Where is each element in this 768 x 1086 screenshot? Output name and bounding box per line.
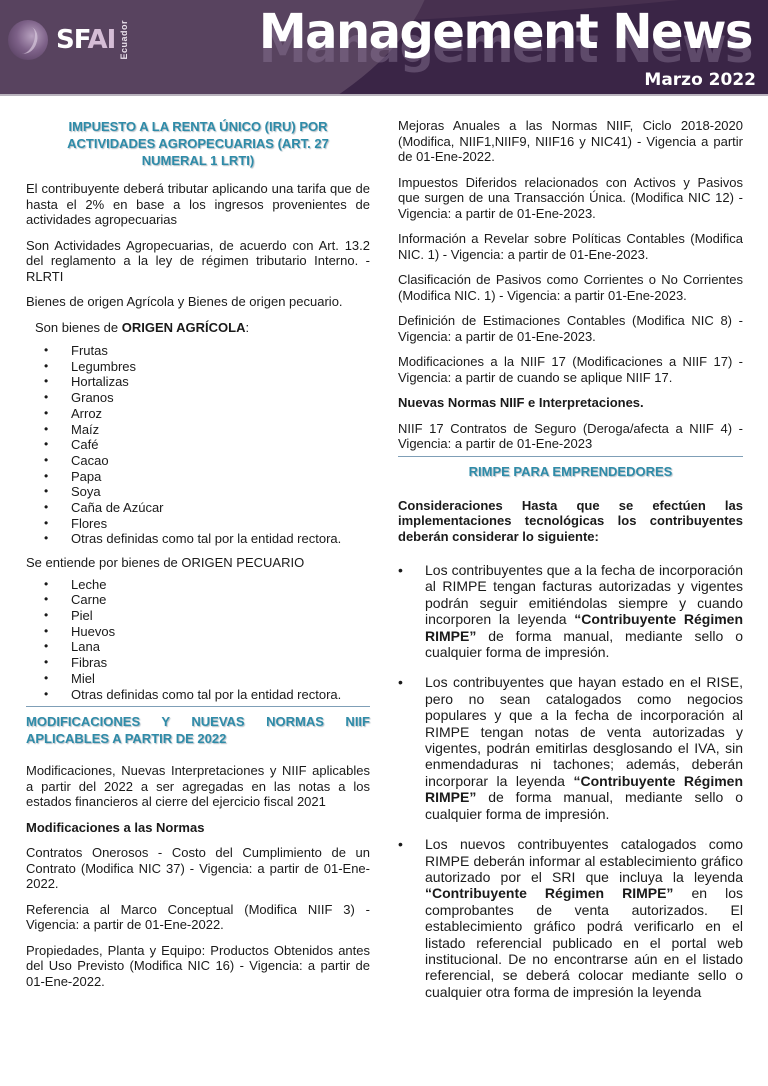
list-item: • Fibras <box>26 655 370 671</box>
niif-item: Definición de Estimaciones Contables (Modifica NIC 8) - Vigencia: a partir de 01-Ene-2023. <box>398 313 743 344</box>
list-item: • Soya <box>26 484 370 500</box>
agri-intro <box>26 320 370 336</box>
agri-intro-end: : <box>245 319 250 335</box>
list-item: • Maíz <box>26 422 370 438</box>
list-item <box>398 836 743 1000</box>
niif-item: Información a Revelar sobre Políticas Contables (Modifica NIC. 1) - Vigencia: a partir de 01-Ene-2023. <box>398 231 743 262</box>
rimpe-text: Los nuevos contribuyentes catalogados como RIMPE deberán informar al establecimiento gráfico autorizado por el SRI que incluya la leyenda <box>425 836 743 885</box>
niif-item: Clasificación de Pasivos como Corrientes o No Corrientes (Modifica NIC. 1) - Vigencia: a partir 01-Ene-2023. <box>398 272 743 303</box>
section-divider <box>398 456 743 457</box>
rimpe-legend: “Contribuyente Régimen RIMPE” <box>425 885 674 902</box>
iru-paragraph: Bienes de origen Agrícola y Bienes de origen pecuario. <box>26 294 343 309</box>
list-item: • Otras definidas como tal por la entidad rectora. <box>26 531 370 547</box>
agri-list <box>26 343 370 547</box>
agri-intro-bold: ORIGEN AGRÍCOLA <box>121 319 246 335</box>
niif-item: Mejoras Anuales a las Normas NIIF, Ciclo 2018-2020 (Modifica, NIIF1,NIIF9, NIIF16 y NIC41) - Vigencia a partir de 01-Ene-2022. <box>398 118 743 164</box>
list-item <box>398 674 743 822</box>
iru-paragraph: Son Actividades Agropecuarias, de acuerdo con Art. 13.2 del reglamento a la ley de régimen tributario Interno. - RLRTI <box>26 237 370 284</box>
list-item: • Leche <box>26 577 370 593</box>
issue-date: Marzo 2022 <box>644 70 756 90</box>
logo-wordmark <box>56 25 115 55</box>
niif-subheading: Modificaciones a las Normas <box>26 819 205 835</box>
rimpe-legend: “Contribuyente Régimen RIMPE” <box>425 611 744 644</box>
list-item: • Legumbres <box>26 359 370 375</box>
niif-item: Referencia al Marco Conceptual (Modifica NIIF 3) - Vigencia: a partir de 01-Ene-2022. <box>26 901 370 933</box>
left-column <box>26 112 370 999</box>
logo-country: Ecuador <box>119 20 130 60</box>
list-item: • Arroz <box>26 406 370 422</box>
list-item: • Otras definidas como tal por la entidad rectora. <box>26 687 370 703</box>
list-item: • Hortalizas <box>26 374 370 390</box>
logo-sf: SF <box>56 25 88 55</box>
niif-item: Impuestos Diferidos relacionados con Activos y Pasivos que surgen de una Transacción Única. (Modifica NIC 12) - Vigencia: a partir de 01-Ene-2023. <box>398 174 743 221</box>
list-item: • Frutas <box>26 343 370 359</box>
niif-item: Modificaciones a la NIIF 17 (Modificaciones a NIIF 17) - Vigencia: a partir de cuando se aplique NIIF 17. <box>398 354 743 385</box>
pecu-intro: Se entiende por bienes de ORIGEN PECUARIO <box>26 555 305 571</box>
niif-item: Contratos Onerosos - Costo del Cumplimiento de un Contrato (Modifica NIC 37) - Vigencia: a partir de 01-Ene-2022. <box>26 845 370 892</box>
list-item: • Carne <box>26 592 370 608</box>
rimpe-text: de forma manual, mediante sello o cualquier forma de impresión. <box>425 789 743 822</box>
list-item: • Miel <box>26 671 370 687</box>
list-item: • Cacao <box>26 453 370 469</box>
list-item: • Café <box>26 437 370 453</box>
rimpe-text: Los contribuyentes que a la fecha de incorporación al RIMPE tengan facturas autorizadas y vigentes podrán seguir emitiéndolas siempre y cuando incorporen la leyenda <box>425 562 743 628</box>
rimpe-list <box>398 562 743 1000</box>
iru-paragraph: El contribuyente deberá tributar aplicando una tarifa que de hasta el 2% en base a los ingresos provenientes de actividades agropecuarias <box>26 181 370 227</box>
agri-intro-text: Son bienes de <box>35 319 122 335</box>
new-norms-heading: Nuevas Normas NIIF e Interpretaciones. <box>398 395 644 410</box>
niif-section-title: MODIFICACIONES Y NUEVAS NORMAS NIIF APLICABLES A PARTIR DE 2022 <box>26 714 370 747</box>
sfai-logo <box>8 18 129 62</box>
rimpe-text: en los comprobantes de venta autorizados. El establecimiento gráfico podrá verificarlo en el listado referencial publicado en el portal web institucional. De no encontrarse aún en el listado referencial, se deberá colocar mediante sello o cualquier otra forma de impresión la leyenda <box>425 885 743 1000</box>
rimpe-intro: Consideraciones Hasta que se efectúen las implementaciones tecnológicas los contribuyentes deberán considerar lo siguiente: <box>398 497 743 544</box>
list-item: • Lana <box>26 639 370 655</box>
right-column <box>398 118 743 1014</box>
list-item: • Piel <box>26 608 370 624</box>
rimpe-text: de forma manual, mediante sello o cualquier forma de impresión. <box>425 627 743 661</box>
list-item: • Flores <box>26 516 370 532</box>
globe-logo-icon <box>8 20 48 60</box>
logo-ai: AI <box>87 25 116 55</box>
list-item: • Papa <box>26 469 370 485</box>
rimpe-text: Los contribuyentes que hayan estado en el RISE, pero no sean catalogados como negocios populares y que a la fecha de incorporación al RIMPE tengan notas de venta autorizadas y vigentes, podrán emitirlas desglosando el IVA, sin enmendaduras ni tachones; además, deberán incorporar la leyenda <box>425 674 743 789</box>
list-item: • Caña de Azúcar <box>26 500 370 516</box>
list-item: • Granos <box>26 390 370 406</box>
rimpe-section-title: RIMPE PARA EMPRENDEDORES <box>468 463 673 479</box>
section-divider <box>26 706 370 707</box>
list-item <box>398 562 743 660</box>
newsletter-banner <box>0 0 768 96</box>
list-item: • Huevos <box>26 624 370 640</box>
niif-paragraph: Modificaciones, Nuevas Interpretaciones y NIIF aplicables a partir del 2022 a ser agregadas en las notas a los estados financieros al cierre del ejercicio fiscal 2021 <box>26 763 370 810</box>
newsletter-title: Management News <box>258 4 752 60</box>
pecu-list <box>26 577 370 703</box>
niif-item: Propiedades, Planta y Equipo: Productos Obtenidos antes del Uso Previsto (Modifica NIC 16) - Vigencia: a partir de 01-Ene-2022. <box>26 942 370 989</box>
new-norms-item: NIIF 17 Contratos de Seguro (Deroga/afecta a NIIF 4) - Vigencia: a partir de 01-Ene-2023 <box>398 420 743 451</box>
iru-section-title: IMPUESTO A LA RENTA ÚNICO (IRU) POR ACTIVIDADES AGROPECUARIAS (ART. 27 NUMERAL 1 LRTI) <box>67 119 329 168</box>
rimpe-legend: “Contribuyente Régimen RIMPE” <box>425 772 744 806</box>
